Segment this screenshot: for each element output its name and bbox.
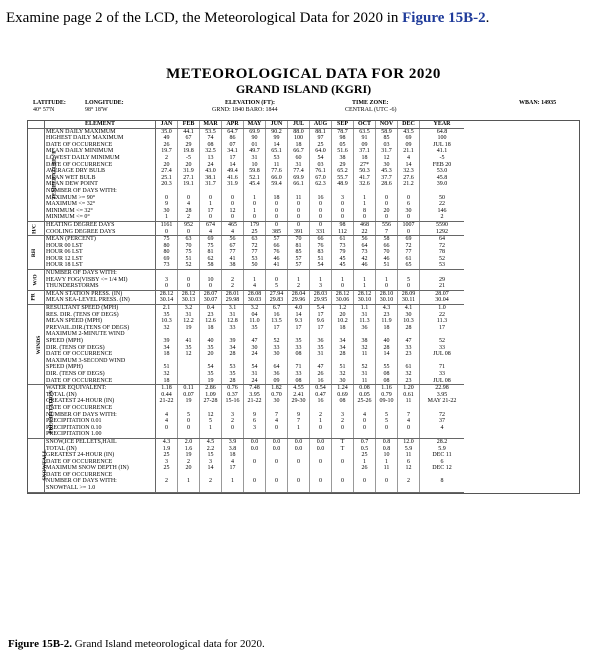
intro-sentence: Examine page 2 of the LCD, the Meteorological Data for 2020 in [6,10,403,26]
table-cell: 1161 0 [156,221,178,235]
group-label-text: TEMPERATURE °F [51,150,58,200]
element-label: HEATING DEGREE DAYS COOLING DEGREE DAYS [45,221,156,235]
element-label: MEAN DAILY MAXIMUM HIGHEST DAILY MAXIMUM DATE OF OCCURRENCE MEAN DAILY MINIMUM LOWEST DAILY MINIMUM DATE OF OCCURRENCE AVERAGE DRY BULB MEAN WET BULB MEAN DEW POINT NUMBER OF DAYS WITH: MAXIMUM >= 90° MAXIMUM <= 32° MINIMUM <= 32° MINIMUM <= 0° [45,128,156,221]
group-label-text: PR [30,293,37,302]
elevation-label: ELEVATION (FT): [225,100,275,106]
column-header: AUG [310,121,332,128]
column-header: JUL [288,121,310,128]
sheet-subtitle: GRAND ISLAND (KGRI) [235,82,372,96]
table-cell: 1007 0 [398,221,420,235]
figure-link[interactable]: Figure 15B-2 [402,10,486,26]
group-label-text: W/O [32,274,39,286]
element-label: MEAN STATION PRESS. (IN) MEAN SEA-LEVEL PRESS. (IN) [45,290,156,304]
table-cell: 1 0 [332,270,354,291]
table-cell: 57 66 76 46 41 [266,236,288,270]
table-header-row [28,121,464,128]
column-header: ELEMENT [45,121,156,128]
table-cell: 179 25 [244,221,266,235]
column-header: DEC [398,121,420,128]
table-cell: 64.7 86 07 34.1 17 14 49.4 41.6 31.9 0 0 12 0 [222,128,244,221]
table-cell: 64 72 78 52 53 [420,236,465,270]
table-cell: 2.86 1.09 27-28 12 5 1 [200,385,222,439]
table-cell: 70 81 85 57 57 [288,236,310,270]
table-cell: 1.16 0.79 09-10 5 5 0 [376,385,398,439]
table-cell: 0.8 0.8 10 1 11 0 [376,438,398,492]
table-cell: 556 7 [376,221,398,235]
table-cell: 5 0 [398,270,420,291]
table-row [28,385,464,439]
table-cell: 0.11 0.07 19 5 0 0 [178,385,200,439]
latitude-value: 40° 57'N [33,107,55,113]
table-cell: 4.0 14 9.3 17 35 33 08 71 33 08 [288,305,310,385]
table-cell: 1.20 0.61 11 7 4 0 [398,385,420,439]
figure-caption: Figure 15B-2. Grand Island meteorological data for 2020. [8,638,265,650]
table-cell: 53.5 74 08 32.5 13 24 43.0 38.1 31.7 0 1 17 0 [200,128,222,221]
table-row [28,305,464,385]
table-cell: 0.0 0.0 0 0 [310,438,332,492]
column-header: JUN [266,121,288,128]
longitude-value: 98° 18'W [85,107,108,113]
table-cell: 29 21 [420,270,465,291]
element-label: SNOW,ICE PELLETS,HAIL TOTAL (IN) GREATEST 24-HOUR (IN) DATE OF OCCURRENCE MAXIMUM SNOW DEPTH (IN) DATE OF OCCURRENCE NUMBER OF DAYS WITH: SNOWFALL >= 1.0 [45,438,156,492]
table-cell: 1 1 [354,270,376,291]
column-header: YEAR [420,121,465,128]
table-cell: 0.0 0.0 0 0 [266,438,288,492]
column-header: OCT [354,121,376,128]
table-row [28,128,464,221]
table-cell: 28.12 30.14 [156,290,178,304]
table-cell: 28.12 30.10 [354,290,376,304]
element-label: NUMBER OF DAYS WITH: HEAVY FOG(VISBY <= 1/4 MI) THUNDERSTORMS [45,270,156,291]
group-label [28,236,45,270]
table-cell: 56 64 73 42 46 [354,236,376,270]
table-cell: 90.2 99 14 65.1 53 11 77.6 66.0 59.4 18 0 0 0 [266,128,288,221]
table-cell: 4.5 2.2 15 3 14 2 [200,438,222,492]
group-label-text: PRECIPITATION [48,389,55,434]
table-cell: 58 66 70 46 51 [376,236,398,270]
table-row [28,270,464,291]
table-cell: 28.12 30.06 [332,290,354,304]
table-cell: 2.1 35 10.3 32 39 34 18 51 32 18 [156,305,178,385]
table-cell: 0.4 23 12.6 18 40 35 20 54 35 19 [200,305,222,385]
table-cell: 5.4 17 9.6 17 36 35 31 47 26 16 [310,305,332,385]
table-cell: 12.0 5.9 11 6 12 2 [398,438,420,492]
table-cell: 0.08 0.05 25-26 4 0 0 [354,385,376,439]
table-cell: 0.76 0.37 15-16 3 2 0 [222,385,244,439]
table-cell: 63 72 77 53 50 [244,236,266,270]
group-label [28,438,49,492]
table-cell: 3.9 3.8 18 4 17 1 [222,438,244,492]
table-cell: 4.3 1.9 25 3 25 2 [156,438,178,492]
element-label: RESULTANT SPEED (MPH) RES. DIR. (TENS OF DEGS) MEAN SPEED (MPH) PREVAIL.DIR.(TENS OF DEGS) MAXIMUM 2-MINUTE WIND SPEED (MPH) DIR. (TENS OF DEGS) DATE OF OCCURRENCE MAXIMUM 3-SECOND WIND SPEED (MPH) DIR. (TENS OF DEGS) DATE OF OCCURRENCE [45,305,156,385]
table-row [28,290,464,304]
table-cell: 1.82 0.70 30 7 4 0 [266,385,288,439]
table-cell: 0 385 [266,221,288,235]
table-cell: 28.08 30.03 [244,290,266,304]
table-cell: 1 4 [244,270,266,291]
table-row [28,221,464,235]
table-cell: 44.1 67 29 19.8 -5 20 31.9 27.1 19.1 0 4 28 2 [178,128,200,221]
table-cell: 69 72 77 61 65 [398,236,420,270]
sheet-title: METEOROLOGICAL DATA FOR 2020 [166,66,441,82]
table-cell: 88.0 100 18 66.7 60 31 77.4 69.9 66.1 11 0 0 0 [288,128,310,221]
table-cell: 0 5 [266,270,288,291]
longitude-label: LONGITUDE: [85,100,124,106]
element-label: MEAN (PERCENT) HOUR 00 LST HOUR 06 LST HOUR 12 LST HOUR 18 LST [45,236,156,270]
table-cell: 0.7 0.5 25 1 26 0 [354,438,376,492]
lcd-sheet [27,66,580,608]
group-label [28,221,45,235]
table-cell: 69 75 81 62 58 [200,236,222,270]
table-cell: 28.12 30.13 [178,290,200,304]
table-cell: 63 70 75 51 52 [178,236,200,270]
table-cell: 6.7 16 13.5 17 52 33 30 64 36 09 [266,305,288,385]
column-header: APR [222,121,244,128]
table-cell: 4.3 23 11.9 18 40 28 14 55 08 08 [376,305,398,385]
table-cell: 0 331 [310,221,332,235]
column-header: MAR [200,121,222,128]
table-cell: 2 2 [222,270,244,291]
column-header: NOV [376,121,398,128]
group-label-text: RH [30,248,37,257]
table-cell: 3 0 [156,270,178,291]
table-cell: 1 2 [288,270,310,291]
table-cell: 22.98 3.95 MAY 21-22 72 37 4 [420,385,465,439]
column-header: FEB [178,121,200,128]
table-cell: 75 80 80 69 73 [156,236,178,270]
table-cell: 3.1 31 12.8 33 39 34 28 53 35 28 [222,305,244,385]
group-label-text: H/C [31,223,38,234]
data-table [27,120,580,494]
table-cell: 27.94 29.83 [266,290,288,304]
table-row [28,438,464,492]
table-cell: 28.04 29.96 [288,290,310,304]
table-cell: 28.03 29.95 [310,290,332,304]
table-cell: 0 391 [288,221,310,235]
group-label-text: WINDS [36,335,43,354]
table-cell: 98 112 [332,221,354,235]
table-row [28,236,464,270]
table-cell: 1.1 31 11.3 36 38 32 11 52 31 11 [354,305,376,385]
meteorological-table [28,121,464,493]
table-cell: 28.2 5.9 DEC 11 6 DEC 12 8 [420,438,465,492]
column-header: SEP [332,121,354,128]
table-cell: 1.24 0.69 08 3 2 0 [332,385,354,439]
column-header: JAN [156,121,178,128]
table-cell: 56 67 77 41 38 [222,236,244,270]
timezone-label: TIME ZONE: [352,100,389,106]
wban-value: WBAN: 14935 [519,100,557,106]
table-cell: 28.07 30.07 [200,290,222,304]
table-cell: 1.18 0.44 21-22 4 4 0 [156,385,178,439]
table-cell: T T 0 0 [332,438,354,492]
table-cell: 465 4 [222,221,244,235]
table-cell: 88.1 97 25 64.0 54 03 76.1 67.0 62.3 16 0 0 0 [310,128,332,221]
table-cell: 3.2 04 11.0 35 47 30 24 54 31 24 [244,305,266,385]
group-label [28,128,58,221]
table-cell: 4.55 2.41 29-30 9 7 1 [288,385,310,439]
table-cell: 28.10 30.10 [376,290,398,304]
table-cell: 28.07 30.04 [420,290,465,304]
table-cell: 58.9 85 03 31.7 12 30 45.3 37.7 28.6 0 0 20 0 [376,128,398,221]
element-label: WATER EQUIVALENT: TOTAL (IN) GREATEST 24-HOUR (IN) DATE OF OCCURRENCE NUMBER OF DAYS WITH: PRECIPITATION 0.01 PRECIPITATION 0.10 PRECIPITATION 1.00 [45,385,156,439]
group-label [28,290,45,304]
table-cell: 952 0 [178,221,200,235]
table-cell: 2.0 1.6 19 2 20 1 [178,438,200,492]
table-cell: 28.09 30.11 [398,290,420,304]
intro-text: Examine page 2 of the LCD, the Meteorological Data for 2020 in Figure 15B-2. [6,10,490,26]
table-cell: 64.8 100 JUL 18 41.1 -5 FEB 20 53.0 45.8 39.0 50 22 146 2 [420,128,465,221]
table-cell: 7.48 3.95 21-22 9 6 3 [244,385,266,439]
group-label [28,305,45,385]
table-cell: 28.01 29.98 [222,290,244,304]
timezone-value: CENTRAL (UTC -6) [345,107,397,113]
table-cell: 63.5 91 09 37.1 18 27* 50.3 41.7 32.6 1 1 8 0 [354,128,376,221]
table-cell: 1 0 [376,270,398,291]
table-cell: 78.7 98 05 51.6 38 29 65.2 55.7 48.9 3 0 0 0 [332,128,354,221]
table-cell: 1 3 [310,270,332,291]
station-header [27,98,580,120]
table-cell: 0 0 [178,270,200,291]
table-cell: 35.0 49 26 19.7 2 20 27.4 25.1 20.3 0 9 30 1 [156,128,178,221]
latitude-label: LATITUDE: [33,100,66,106]
table-cell: 0.0 0.0 0 0 [288,438,310,492]
table-cell: 66 76 83 51 54 [310,236,332,270]
table-cell: 468 22 [354,221,376,235]
table-cell: 61 73 79 45 45 [332,236,354,270]
table-cell: 4.1 30 10.3 28 47 33 23 61 32 23 [398,305,420,385]
table-cell: 1.0 22 11.3 17 52 33 JUL 08 71 33 JUL 08 [420,305,465,385]
table-cell: 3.2 31 12.2 19 41 35 12 [178,305,200,385]
group-label [28,385,55,439]
column-header: MAY [244,121,266,128]
group-label-text: SNOWFALL [42,449,49,481]
table-cell: 0.54 0.47 16 2 1 0 [310,385,332,439]
table-cell: 10 0 [200,270,222,291]
table-cell: 43.5 69 09 21.1 4 14 32.3 27.6 21.2 0 6 30 0 [398,128,420,221]
elevation-value: GRND: 1840 BARO: 1844 [212,107,278,113]
table-cell: 5590 1292 [420,221,465,235]
group-label [28,270,45,291]
table-cell: 0.0 0.0 0 0 [244,438,266,492]
table-cell: 1.2 20 10.2 18 34 34 28 51 32 30 [332,305,354,385]
table-cell: 674 4 [200,221,222,235]
table-cell: 69.9 90 01 49.7 31 10 59.8 52.1 45.4 1 0 1 0 [244,128,266,221]
